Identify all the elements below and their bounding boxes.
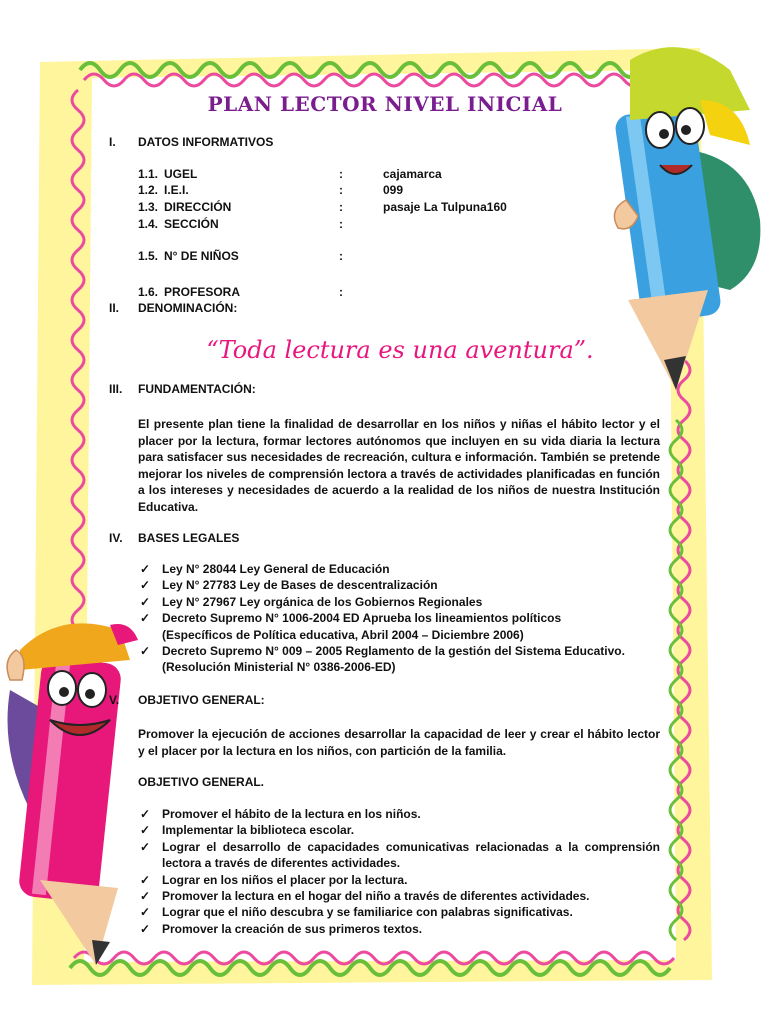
list-item	[140, 577, 660, 593]
info-label: I.E.I.	[164, 183, 189, 197]
list-item-text: Decreto Supremo N° 009 – 2005 Reglamento de la gestión del Sistema Educativo.	[162, 644, 625, 659]
list-item-text: Ley N° 27967 Ley orgánica de los Gobiernos Regionales	[162, 594, 483, 609]
list-item-text: Lograr el desarrollo de capacidades comunicativas relacionadas a la comprensión lectora a través de diferentes actividades.	[162, 839, 660, 871]
section-4-number: IV.	[109, 531, 123, 545]
section-6-heading: OBJETIVO GENERAL.	[138, 775, 265, 789]
list-item	[140, 904, 660, 920]
info-num: 1.4.	[138, 217, 159, 231]
info-value: 099	[383, 183, 404, 197]
list-item-text: Promover la creación de sus primeros textos.	[162, 921, 423, 936]
section-2-number: II.	[109, 301, 120, 315]
info-num: 1.3.	[138, 200, 159, 214]
check-icon: ✓	[140, 889, 151, 904]
list-item-text: Promover la lectura en el hogar del niño a través de diferentes actividades.	[162, 889, 590, 904]
document-title: PLAN LECTOR NIVEL INICIAL	[207, 92, 563, 116]
section-3-heading: FUNDAMENTACIÓN:	[138, 382, 256, 396]
check-icon: ✓	[140, 611, 151, 626]
check-icon: ✓	[140, 807, 151, 821]
slogan: “Toda lectura es una aventura”.	[206, 336, 594, 364]
check-icon: ✓	[140, 562, 151, 576]
check-icon: ✓	[140, 905, 151, 920]
info-colon: :	[339, 249, 343, 263]
check-icon: ✓	[140, 839, 151, 854]
section-3-number: III.	[109, 382, 123, 396]
info-colon: :	[339, 200, 343, 214]
list-item-text: Lograr que el niño descubra y se familiarice con palabras significativas.	[162, 905, 573, 920]
info-colon: :	[339, 183, 343, 197]
check-icon: ✓	[140, 921, 151, 936]
list-item	[140, 594, 660, 610]
list-item-text: Implementar la biblioteca escolar.	[162, 823, 355, 838]
list-item	[140, 921, 660, 937]
info-colon: :	[339, 167, 343, 181]
list-item-text: Ley N° 28044 Ley General de Educación	[162, 562, 390, 576]
list-item	[140, 643, 660, 659]
objetivo-general-text: Promover la ejecución de acciones desarrollar la capacidad de leer y crear el hábito lector y el placer por la lectura en los niños, con partición de la familia.	[138, 727, 660, 758]
section-1-number: I.	[109, 135, 116, 149]
check-icon: ✓	[140, 644, 151, 659]
info-label: SECCIÓN	[164, 217, 219, 231]
list-item	[140, 561, 660, 577]
list-item-text: Decreto Supremo N° 1006-2004 ED Aprueba los lineamientos políticos	[162, 611, 562, 626]
list-item	[140, 839, 660, 872]
info-colon: :	[339, 285, 343, 299]
check-icon: ✓	[140, 594, 151, 609]
section-5-number: V.	[109, 693, 120, 707]
list-item-text: Ley N° 27783 Ley de Bases de descentralización	[162, 578, 438, 593]
info-value: cajamarca	[383, 167, 442, 181]
bases-legales-list	[140, 561, 660, 676]
list-item	[140, 822, 660, 838]
section-2-heading: DENOMINACIÓN:	[138, 301, 238, 315]
check-icon: ✓	[140, 872, 151, 887]
info-value: pasaje La Tulpuna160	[383, 200, 507, 214]
info-label: PROFESORA	[164, 285, 241, 299]
list-item	[140, 659, 660, 675]
info-label: N° DE NIÑOS	[164, 249, 239, 263]
check-icon: ✓	[140, 578, 151, 593]
objetivos-list	[140, 806, 660, 937]
check-icon: ✓	[140, 823, 151, 838]
section-5-heading: OBJETIVO GENERAL:	[138, 693, 265, 707]
info-num: 1.1.	[138, 167, 159, 181]
info-num: 1.2.	[138, 183, 159, 197]
list-item-text: Lograr en los niños el placer por la lectura.	[162, 872, 408, 887]
info-colon: :	[339, 217, 343, 231]
list-item-text: (Específicos de Política educativa, Abril 2004 – Diciembre 2006)	[162, 627, 524, 642]
list-item	[140, 872, 660, 888]
list-item	[140, 610, 660, 626]
list-item	[140, 627, 660, 643]
list-item	[140, 806, 660, 822]
fundamentacion-text: El presente plan tiene la finalidad de desarrollar en los niños y niñas el hábito lector y el placer por la lectura, formar lectores autónomos que incluyen en su vida diaria la lectura para satisfacer sus necesidades de recreación, cultura e información. También se pretende mejorar los niveles de comprensión lectora a través de actividades planificadas en función a los intereses y necesidades de acuerdo a la realidad de los niños de nuestra Institución Educativa.	[138, 417, 660, 514]
info-label: UGEL	[164, 167, 198, 181]
info-num: 1.6.	[138, 285, 159, 299]
info-num: 1.5.	[138, 249, 159, 263]
list-item-text: Promover el hábito de la lectura en los niños.	[162, 807, 421, 821]
section-4-heading: BASES LEGALES	[138, 531, 240, 545]
list-item	[140, 888, 660, 904]
list-item-text: (Resolución Ministerial N° 0386-2006-ED)	[162, 660, 396, 675]
info-label: DIRECCIÓN	[164, 200, 232, 214]
section-1-heading: DATOS INFORMATIVOS	[138, 135, 274, 149]
